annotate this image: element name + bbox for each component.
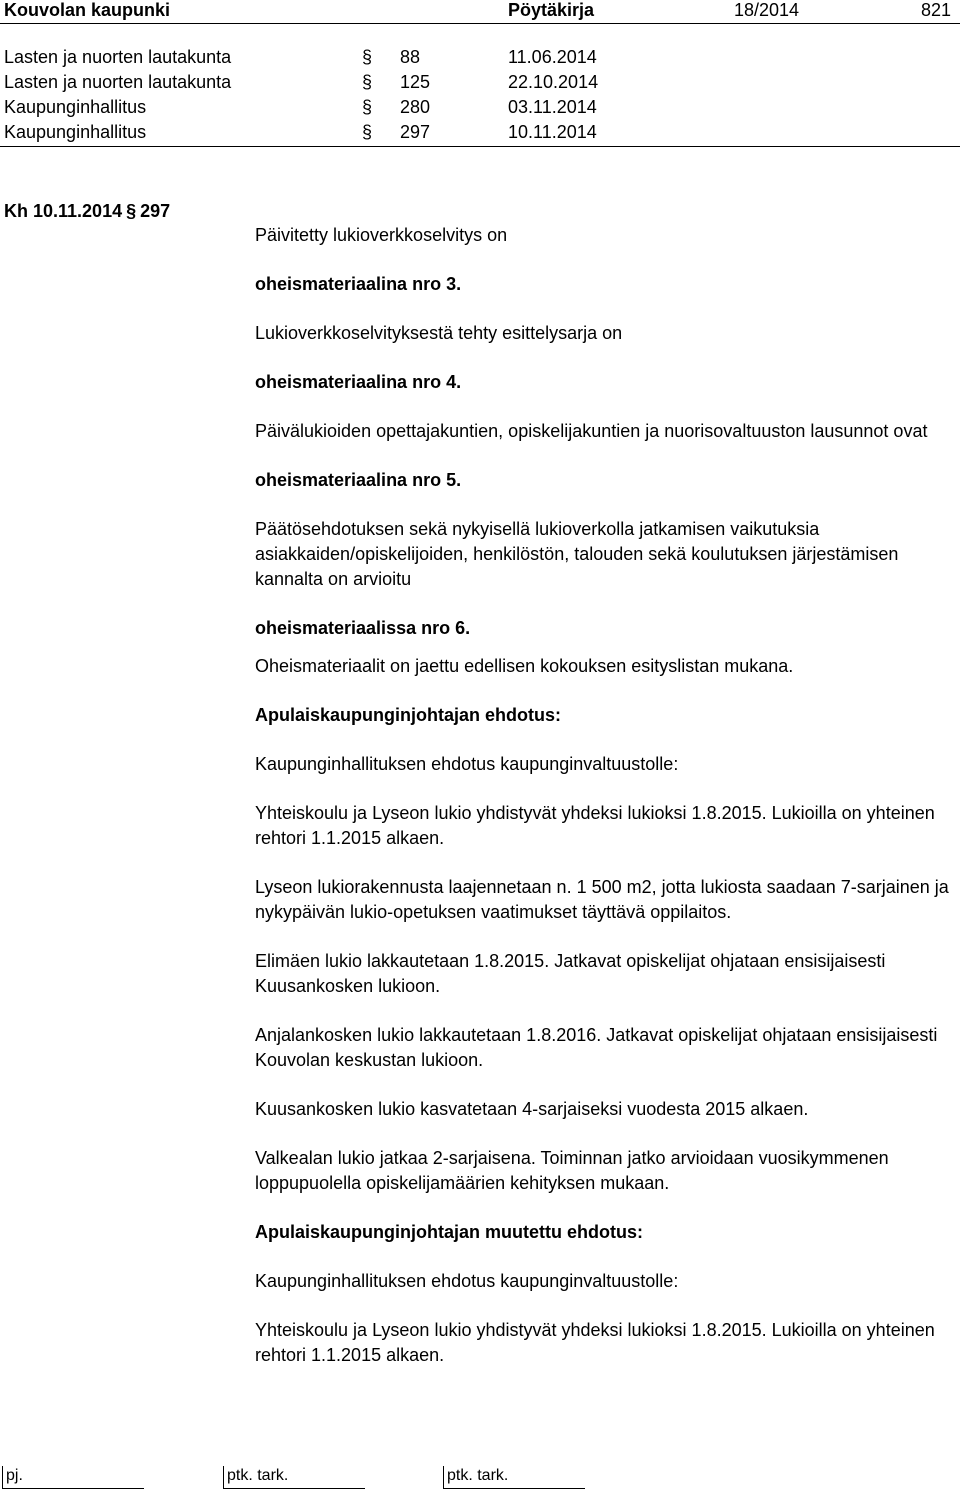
history-body: Lasten ja nuorten lautakunta [4, 47, 232, 67]
body-paragraph: Päivitetty lukioverkkoselvitys on [255, 225, 508, 245]
body-heading: oheismateriaalina nro 4. [255, 372, 462, 392]
body-paragraph: Anjalankosken lukio lakkautetaan 1.8.2016. Jatkavat opiskelijat ohjataan ensisijaisesti Kouvolan keskustan lukioon. [255, 1025, 938, 1070]
history-date: 03.11.2014 [508, 97, 597, 117]
signature-row [0, 1466, 960, 1492]
signature-checker-1: ptk. tark. [223, 1466, 365, 1489]
history-date: 11.06.2014 [508, 47, 597, 67]
document-type: Pöytäkirja [508, 0, 595, 20]
body-paragraph: Päivälukioiden opettajakuntien, opiskelijakuntien ja nuorisovaltuuston lausunnot ovat [255, 421, 928, 441]
history-row [0, 121, 960, 146]
document-header [0, 0, 960, 22]
history-body: Kaupunginhallitus [4, 97, 147, 117]
history-date: 22.10.2014 [508, 72, 599, 92]
body-paragraph: Päätösehdotuksen sekä nykyisellä lukioverkolla jatkamisen vaikutuksia asiakkaiden/opiskelijoiden, henkilöstön, talouden sekä koulutuksen järjestämisen kannalta on arvioitu [255, 519, 899, 589]
section-sign-icon: § [126, 201, 137, 221]
body-paragraph: Kaupunginhallituksen ehdotus kaupunginvaltuustolle: [255, 1271, 679, 1291]
section-sign-icon: § [362, 97, 373, 117]
history-number: 125 [400, 72, 431, 92]
history-number: 280 [400, 97, 431, 117]
organization-name: Kouvolan kaupunki [4, 0, 171, 20]
history-row [0, 96, 960, 121]
history-divider [0, 146, 960, 147]
body-heading: Apulaiskaupunginjohtajan muutettu ehdotus: [255, 1222, 643, 1242]
history-body: Lasten ja nuorten lautakunta [4, 72, 232, 92]
body-paragraph: Yhteiskoulu ja Lyseon lukio yhdistyvät yhdeksi lukioksi 1.8.2015. Lukioilla on yhteinen rehtori 1.1.2015 alkaen. [255, 1320, 935, 1365]
handling-history [0, 46, 960, 146]
minutes-body [255, 223, 950, 1368]
body-heading: oheismateriaalissa nro 6. [255, 618, 471, 638]
section-sign-icon: § [362, 122, 373, 142]
section-reference [4, 200, 174, 222]
body-paragraph: Yhteiskoulu ja Lyseon lukio yhdistyvät yhdeksi lukioksi 1.8.2015. Lukioilla on yhteinen rehtori 1.1.2015 alkaen. [255, 803, 935, 848]
section-sign-icon: § [362, 47, 373, 67]
body-heading: Apulaiskaupunginjohtajan ehdotus: [255, 705, 561, 725]
section-number: 297 [140, 201, 171, 221]
header-divider [0, 23, 960, 24]
body-paragraph: Lukioverkkoselvityksestä tehty esittelysarja on [255, 323, 623, 343]
body-paragraph: Elimäen lukio lakkautetaan 1.8.2015. Jatkavat opiskelijat ohjataan ensisijaisesti Kuusankosken lukioon. [255, 951, 886, 996]
signature-chair: pj. [2, 1466, 144, 1489]
signature-checker-2: ptk. tark. [443, 1466, 585, 1489]
history-row [0, 71, 960, 96]
body-paragraph: Lyseon lukiorakennusta laajennetaan n. 1 500 m2, jotta lukiosta saadaan 7-sarjainen ja nykypäivän lukio-opetuksen vaatimukset täyttävä oppilaitos. [255, 877, 949, 922]
section-prefix: Kh 10.11.2014 [4, 201, 123, 221]
body-paragraph: Oheismateriaalit on jaettu edellisen kokouksen esityslistan mukana. [255, 656, 794, 676]
history-row [0, 46, 960, 71]
document-number: 18/2014 [734, 0, 800, 20]
history-date: 10.11.2014 [508, 122, 597, 142]
body-paragraph: Kuusankosken lukio kasvatetaan 4-sarjaiseksi vuodesta 2015 alkaen. [255, 1099, 809, 1119]
body-paragraph: Kaupunginhallituksen ehdotus kaupunginvaltuustolle: [255, 754, 679, 774]
body-paragraph: Valkealan lukio jatkaa 2-sarjaisena. Toiminnan jatko arvioidaan vuosikymmenen loppupuolella opiskelijamäärien kehityksen mukaan. [255, 1148, 889, 1193]
section-sign-icon: § [362, 72, 373, 92]
history-body: Kaupunginhallitus [4, 122, 147, 142]
history-number: 297 [400, 122, 431, 142]
history-number: 88 [400, 47, 421, 67]
body-heading: oheismateriaalina nro 5. [255, 470, 462, 490]
body-heading: oheismateriaalina nro 3. [255, 274, 462, 294]
page-number: 821 [921, 0, 952, 20]
